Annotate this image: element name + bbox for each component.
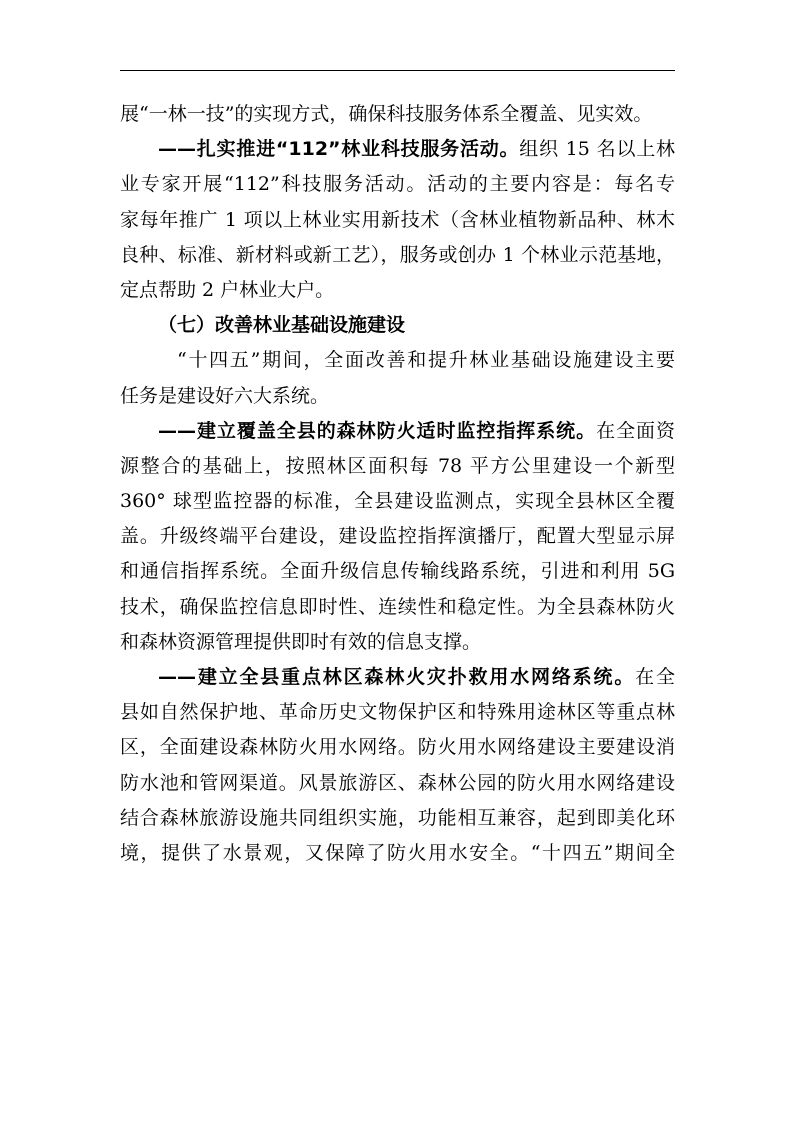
text-line	[120, 132, 675, 167]
text-line: 定点帮助 2 户林业大户。	[120, 278, 335, 301]
text-line: 和森林资源管理提供即时有效的信息支撑。	[120, 630, 482, 653]
text-line: “十四五”期间，全面改善和提升林业基础设施建设主要	[177, 349, 675, 372]
text-line	[120, 414, 675, 449]
text-line: 源整合的基础上，按照林区面积每 78 平方公里建设一个新型	[120, 454, 675, 477]
header-rule	[120, 70, 675, 71]
text-line: 境，提供了水景观，又保障了防火用水安全。“十四五”期间全	[120, 841, 675, 864]
text-line: 良种、标准、新材料或新工艺），服务或创办 1 个林业示范基地，	[120, 243, 675, 266]
section-heading: （七）改善林业基础设施建设	[158, 314, 406, 337]
text-run: 组织 15 名以上林	[519, 138, 675, 161]
text-line: 区，全面建设森林防火用水网络。防火用水网络建设主要建设消	[120, 736, 675, 759]
text-line: 盖。升级终端平台建设，建设监控指挥演播厅，配置大型显示屏	[120, 525, 675, 548]
text-line: 县如自然保护地、革命历史文物保护区和特殊用途林区等重点林	[120, 701, 675, 724]
bold-lead: ——建立全县重点林区森林火灾扑救用水网络系统。	[158, 666, 636, 688]
bold-lead: ——建立覆盖全县的森林防火适时监控指挥系统。	[158, 419, 597, 442]
text-line: 360° 球型监控器的标准，全县建设监测点，实现全县林区全覆	[120, 490, 675, 513]
text-line: 技术，确保监控信息即时性、连续性和稳定性。为全县森林防火	[120, 595, 675, 618]
text-line: 防水池和管网渠道。风景旅游区、森林公园的防火用水网络建设	[120, 771, 675, 794]
text-line: 任务是建设好六大系统。	[120, 384, 330, 407]
text-line: 结合森林旅游设施共同组织实施，功能相互兼容，起到即美化环	[120, 806, 675, 829]
document-page	[120, 70, 675, 871]
text-line: 展“一林一技”的实现方式，确保科技服务体系全覆盖、见实效。	[120, 103, 653, 125]
text-run: 在全	[635, 666, 675, 688]
text-run: 在全面资	[596, 419, 675, 442]
text-line: 业专家开展“112”科技服务活动。活动的主要内容是：每名专	[120, 173, 675, 196]
text-line: 家每年推广 1 项以上林业实用新技术（含林业植物新品种、林木	[120, 208, 675, 231]
text-line: 和通信指挥系统。全面升级信息传输线路系统，引进和利用 5G	[120, 560, 675, 583]
bold-lead: ——扎实推进“112”林业科技服务活动。	[158, 138, 520, 161]
text-line	[120, 660, 675, 695]
